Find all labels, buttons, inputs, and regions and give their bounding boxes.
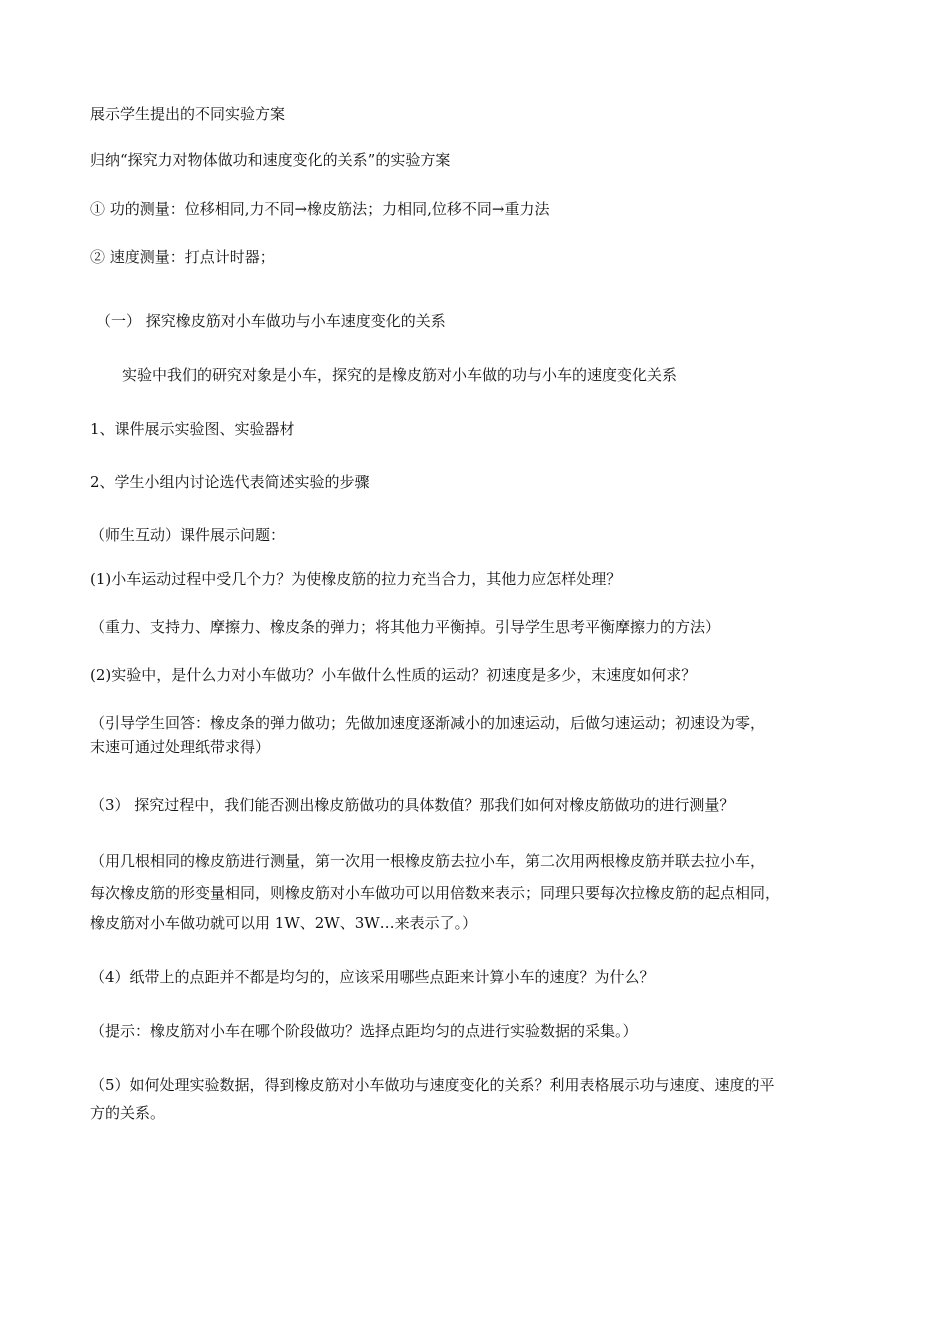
question-line: 方的关系。 [90, 1104, 166, 1122]
question-line: （5）如何处理实验数据，得到橡皮筋对小车做功与速度变化的关系？利用表格展示功与速度、速度的平 [90, 1076, 775, 1094]
question-line: (2)实验中，是什么力对小车做功？小车做什么性质的运动？初速度是多少，末速度如何求？ [90, 666, 697, 684]
text-line: 展示学生提出的不同实验方案 [90, 105, 286, 123]
question-line: (1)小车运动过程中受几个力？为使橡皮筋的拉力充当合力，其他力应怎样处理？ [90, 570, 622, 588]
answer-line: 每次橡皮筋的形变量相同，则橡皮筋对小车做功可以用倍数来表示；同理只要每次拉橡皮筋的起点相同， [90, 884, 781, 902]
question-line: （3） 探究过程中，我们能否测出橡皮筋做功的具体数值？那我们如何对橡皮筋做功的进行测量？ [90, 796, 735, 814]
answer-line: 末速可通过处理纸带求得） [90, 738, 271, 756]
text-line: （师生互动）课件展示问题： [90, 526, 286, 544]
answer-line: （用几根相同的橡皮筋进行测量，第一次用一根橡皮筋去拉小车，第二次用两根橡皮筋并联去拉小车， [90, 852, 766, 870]
text-line: 归纳“探究力对物体做功和速度变化的关系”的实验方案 [90, 151, 451, 169]
answer-line: （提示：橡皮筋对小车在哪个阶段做功？选择点距均匀的点进行实验数据的采集。） [90, 1022, 638, 1040]
text-line: 1、课件展示实验图、实验器材 [90, 420, 295, 438]
text-line: 实验中我们的研究对象是小车，探究的是橡皮筋对小车做的功与小车的速度变化关系 [122, 366, 678, 384]
text-line: 2、学生小组内讨论选代表简述实验的步骤 [90, 473, 370, 491]
answer-line: （重力、支持力、摩擦力、橡皮条的弹力；将其他力平衡掉。引导学生思考平衡摩擦力的方法） [90, 618, 721, 636]
text-line: ① 功的测量：位移相同,力不同→橡皮筋法；力相同,位移不同→重力法 [90, 200, 550, 218]
text-line: ② 速度测量：打点计时器； [90, 248, 275, 266]
section-heading: （一） 探究橡皮筋对小车做功与小车速度变化的关系 [96, 312, 446, 330]
question-line: （4）纸带上的点距并不都是均匀的，应该采用哪些点距来计算小车的速度？为什么？ [90, 968, 655, 986]
answer-line: （引导学生回答：橡皮条的弹力做功；先做加速度逐渐减小的加速运动，后做匀速运动；初速设为零， [90, 714, 766, 732]
answer-line: 橡皮筋对小车做功就可以用 1W、2W、3W…来表示了。） [90, 914, 478, 932]
